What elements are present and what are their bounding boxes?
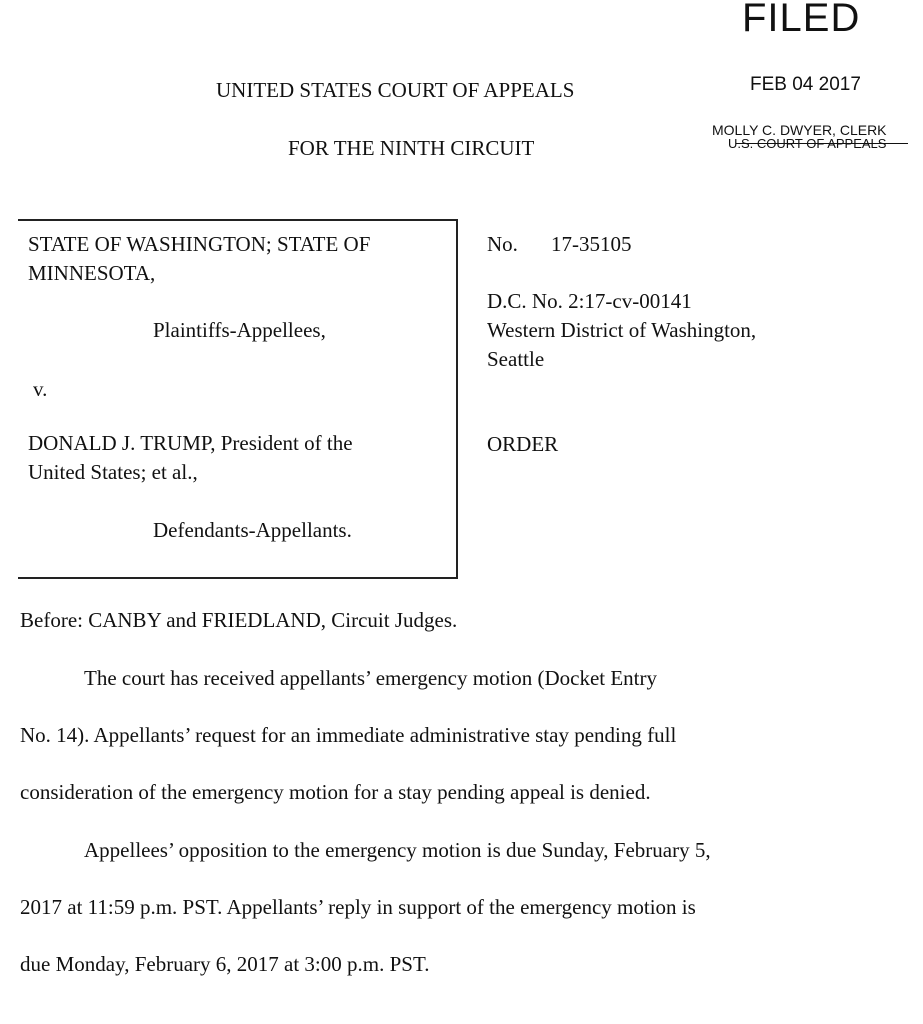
district-name: Western District of Washington, — [487, 318, 757, 342]
filed-stamp-title: FILED — [742, 0, 861, 40]
district-court-number: D.C. No. 2:17-cv-00141 — [487, 289, 692, 313]
defendants-role: Defendants-Appellants. — [153, 518, 352, 542]
case-number-label: No. — [487, 232, 518, 256]
district-city: Seattle — [487, 347, 545, 371]
plaintiffs-line-1: STATE OF WASHINGTON; STATE OF — [28, 232, 371, 256]
defendants-line-1: DONALD J. TRUMP, President of the — [28, 431, 353, 455]
order-text-line: No. 14). Appellants’ request for an immediate administrative stay pending full — [20, 723, 677, 747]
court-name-heading: UNITED STATES COURT OF APPEALS — [216, 78, 575, 102]
defendants-line-2: United States; et al., — [28, 460, 198, 484]
order-text-line: The court has received appellants’ emergency motion (Docket Entry — [84, 666, 657, 690]
versus-label: v. — [33, 377, 48, 401]
order-text-line: due Monday, February 6, 2017 at 3:00 p.m. PST. — [20, 952, 430, 976]
filed-stamp-clerk: MOLLY C. DWYER, CLERK — [712, 122, 887, 138]
circuit-name-heading: FOR THE NINTH CIRCUIT — [288, 136, 535, 160]
judges-panel: Before: CANBY and FRIEDLAND, Circuit Judges. — [20, 608, 458, 632]
case-number-value: 17-35105 — [551, 232, 632, 256]
document-type: ORDER — [487, 432, 559, 456]
order-text-line: consideration of the emergency motion for a stay pending appeal is denied. — [20, 780, 651, 804]
order-text-line: 2017 at 11:59 p.m. PST. Appellants’ reply in support of the emergency motion is — [20, 895, 696, 919]
order-text-line: Appellees’ opposition to the emergency motion is due Sunday, February 5, — [84, 838, 711, 862]
plaintiffs-role: Plaintiffs-Appellees, — [153, 318, 326, 342]
plaintiffs-line-2: MINNESOTA, — [28, 261, 156, 285]
filed-stamp-court: U.S. COURT OF APPEALS — [728, 136, 887, 151]
filed-stamp-date: FEB 04 2017 — [750, 74, 861, 95]
